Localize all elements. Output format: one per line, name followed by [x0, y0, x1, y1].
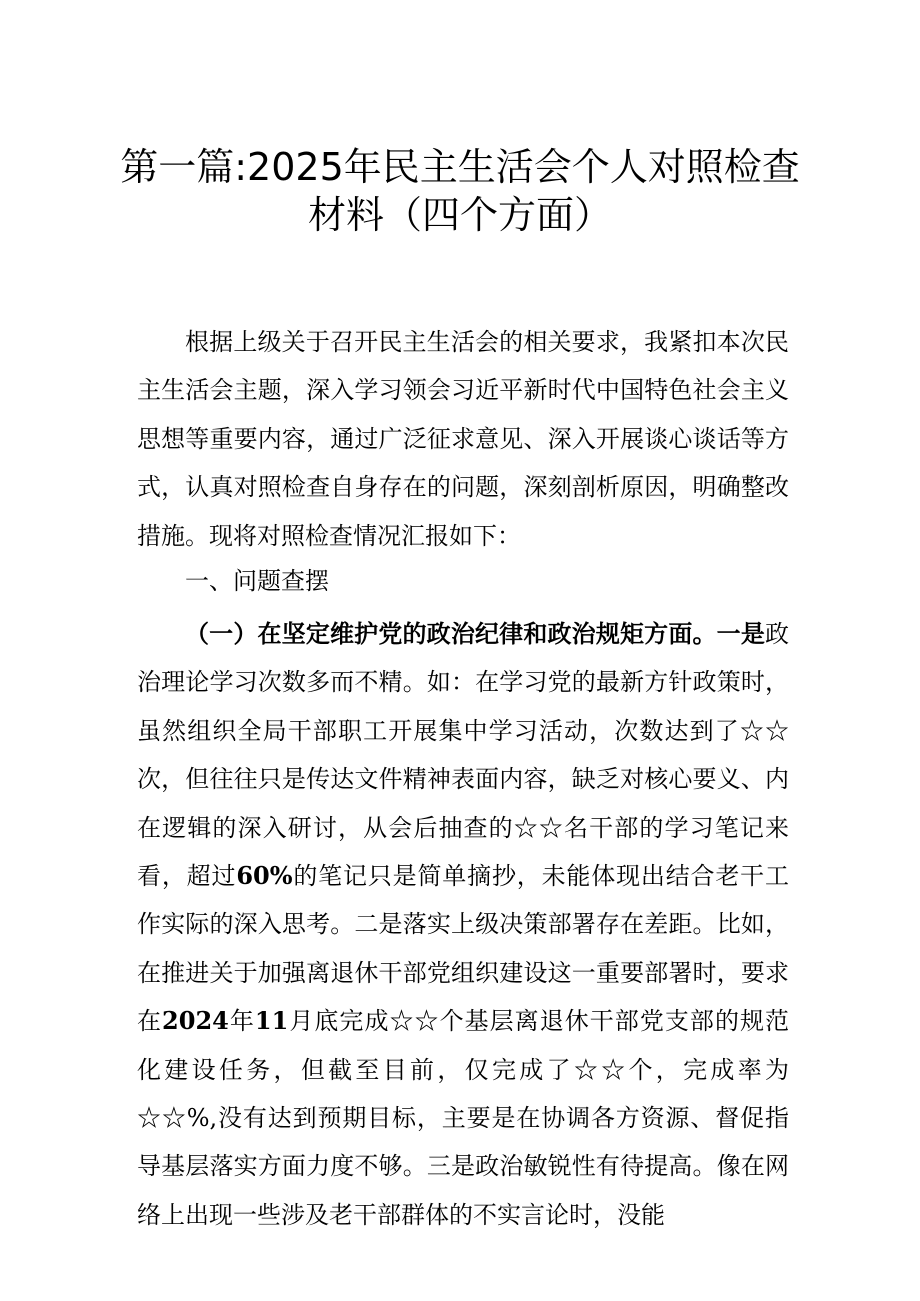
section-1-percentage: 60%	[236, 861, 293, 891]
document-title-line-2: 材料（四个方面）	[307, 193, 612, 237]
section-heading-problems: 一、问题查摆	[185, 567, 329, 595]
document-title-line-1: 第一篇:2025年民主生活会个人对照检查	[120, 145, 800, 189]
intro-paragraph: 根据上级关于召开民主生活会的相关要求，我紧扣本次民主生活会主题，深入学习领会习近平新时代中国特色社会主义思想等重要内容，通过广泛征求意见、深入开展谈心谈话等方式，认真对照检查自身存在的问题，深刻剖析原因，明确整改措施。现将对照检查情况汇报如下：	[137, 328, 789, 550]
section-1-paragraph	[137, 610, 789, 1239]
section-1-body-d: 月底完成☆☆个基层离退休干部党支部的规范化建设任务，但截至目前，仅完成了☆☆个，完成率为☆☆%,没有达到预期目标，主要是在协调各方资源、督促指导基层落实方面力度不够。三是政治敏锐性有待提高。像在网络上出现一些涉及老干部群体的不实言论时，没能	[137, 1007, 790, 1229]
section-1-year: 2024	[162, 1006, 229, 1036]
section-1-month: 11	[254, 1006, 289, 1036]
section-1-body-a: 政治理论学习次数多而不精。如：在学习党的最新方针政策时，虽然组织全局干部职工开展集中学习活动，次数达到了☆☆次，但往往只是传达文件精神表面内容，缺乏对核心要义、内在逻辑的深入研讨，从会后抽查的☆☆名干部的学习笔记来看，超过	[137, 620, 789, 891]
section-1-body-c: 年	[228, 1007, 255, 1036]
section-1-lead: （一）在坚定维护党的政治纪律和政治规矩方面。一是	[185, 620, 765, 648]
section-1-body-b: 的笔记只是简单摘抄，未能体现出结合老干工作实际的深入思考。二是落实上级决策部署存在差距。比如，在推进关于加强离退休干部党组织建设这一重要部署时，要求在	[137, 862, 790, 1036]
